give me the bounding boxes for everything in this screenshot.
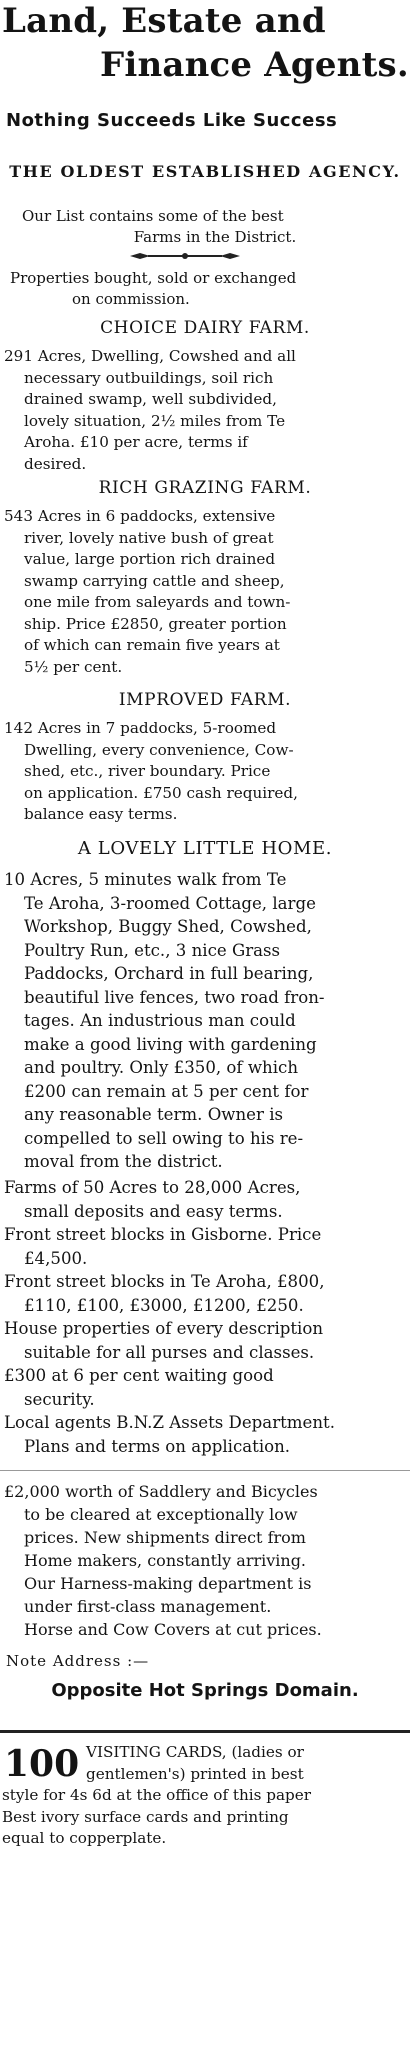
saddlery-line: under first-class management. bbox=[24, 1597, 272, 1616]
improved-line: balance easy terms. bbox=[24, 805, 178, 823]
cards-line: equal to copperplate. bbox=[2, 1829, 167, 1847]
grazing-farm-heading: RICH GRAZING FARM. bbox=[98, 478, 312, 498]
grazing-line: one mile from saleyards and town- bbox=[24, 593, 291, 611]
improved-farm-heading: IMPROVED FARM. bbox=[118, 690, 292, 710]
saddlery-line: Horse and Cow Covers at cut prices. bbox=[24, 1620, 322, 1639]
saddlery-line: to be cleared at exceptionally low bbox=[24, 1505, 298, 1524]
grazing-line: 543 Acres in 6 paddocks, extensive bbox=[4, 507, 276, 525]
section-divider bbox=[0, 1470, 410, 1471]
saddlery-line: prices. New shipments direct from bbox=[24, 1528, 306, 1547]
dairy-line: lovely situation, 2½ miles from Te bbox=[24, 411, 286, 430]
home-line: make a good living with gardening bbox=[24, 1034, 317, 1054]
misc-line: £110, £100, £3000, £1200, £250. bbox=[24, 1295, 304, 1315]
intro-line-2: Farms in the District. bbox=[133, 228, 297, 246]
improved-line: on application. £750 cash required, bbox=[24, 783, 298, 802]
home-line: Workshop, Buggy Shed, Cowshed, bbox=[24, 917, 312, 936]
intro-line-1: Our List contains some of the best bbox=[22, 207, 284, 225]
dairy-line: necessary outbuildings, soil rich bbox=[24, 368, 274, 387]
slogan: Nothing Succeeds Like Success bbox=[6, 110, 338, 131]
improved-farm-body bbox=[4, 718, 408, 826]
grazing-line: of which can remain five years at bbox=[24, 636, 280, 654]
home-line: moval from the district. bbox=[24, 1152, 223, 1171]
headline-line-1: Land, Estate and bbox=[2, 1, 326, 41]
headline-line-2: Finance Agents. bbox=[100, 45, 409, 85]
home-line: 10 Acres, 5 minutes walk from Te bbox=[4, 870, 287, 889]
misc-line: Farms of 50 Acres to 28,000 Acres, bbox=[4, 1178, 301, 1197]
home-line: beautiful live fences, two road fron- bbox=[24, 987, 325, 1007]
dairy-line: desired. bbox=[24, 454, 87, 473]
grazing-line: river, lovely native bush of great bbox=[24, 528, 274, 547]
dairy-line: Aroha. £10 per acre, terms if bbox=[24, 433, 248, 451]
dairy-line: 291 Acres, Dwelling, Cowshed and all bbox=[4, 347, 296, 365]
home-line: compelled to sell owing to his re- bbox=[24, 1128, 304, 1148]
agency-tagline: THE OLDEST ESTABLISHED AGENCY. bbox=[9, 162, 401, 181]
dairy-farm-body bbox=[4, 346, 408, 475]
misc-line: Plans and terms on application. bbox=[24, 1436, 291, 1456]
properties-line-2: on commission. bbox=[72, 290, 190, 308]
home-line: any reasonable term. Owner is bbox=[24, 1105, 284, 1124]
saddlery-line: £2,000 worth of Saddlery and Bicycles bbox=[4, 1482, 318, 1501]
address-line: Opposite Hot Springs Domain. bbox=[51, 1680, 359, 1701]
saddlery-notice bbox=[4, 1480, 408, 1641]
home-line: Te Aroha, 3-roomed Cottage, large bbox=[24, 893, 316, 913]
misc-line: £4,500. bbox=[24, 1248, 88, 1268]
cards-line: gentlemen's) printed in best bbox=[86, 1764, 304, 1783]
home-line: £200 can remain at 5 per cent for bbox=[24, 1081, 309, 1101]
visiting-cards-text bbox=[2, 1742, 408, 1850]
grazing-line: ship. Price £2850, greater portion bbox=[24, 614, 287, 633]
little-home-heading: A LOVELY LITTLE HOME. bbox=[77, 838, 333, 859]
misc-listings bbox=[4, 1176, 408, 1458]
misc-line: Front street blocks in Gisborne. Price bbox=[4, 1225, 322, 1244]
misc-line: small deposits and easy terms. bbox=[24, 1201, 283, 1221]
grazing-line: 5½ per cent. bbox=[24, 657, 123, 676]
improved-line: Dwelling, every convenience, Cow- bbox=[24, 740, 294, 759]
dairy-farm-heading: CHOICE DAIRY FARM. bbox=[100, 318, 310, 338]
cards-line: VISITING CARDS, (ladies or bbox=[86, 1743, 304, 1761]
grazing-line: value, large portion rich drained bbox=[24, 550, 276, 568]
misc-line: £300 at 6 per cent waiting good bbox=[4, 1366, 274, 1385]
misc-line: Local agents B.N.Z Assets Department. bbox=[4, 1413, 335, 1432]
little-home-body bbox=[4, 868, 408, 1174]
heavy-divider bbox=[0, 1730, 410, 1733]
misc-line: suitable for all purses and classes. bbox=[24, 1342, 315, 1362]
improved-line: shed, etc., river boundary. Price bbox=[24, 762, 271, 780]
improved-line: 142 Acres in 7 paddocks, 5-roomed bbox=[4, 719, 277, 737]
saddlery-line: Our Harness-making department is bbox=[24, 1574, 312, 1593]
cards-line: style for 4s 6d at the office of this paper bbox=[2, 1786, 312, 1804]
note-address-label: Note Address :— bbox=[6, 1652, 150, 1670]
grazing-line: swamp carrying cattle and sheep, bbox=[24, 571, 285, 590]
home-line: Paddocks, Orchard in full bearing, bbox=[24, 964, 314, 983]
saddlery-line: Home makers, constantly arriving. bbox=[24, 1551, 307, 1570]
properties-text bbox=[10, 268, 406, 310]
properties-line-1: Properties bought, sold or exchanged bbox=[10, 269, 297, 287]
misc-line: Front street blocks in Te Aroha, £800, bbox=[4, 1272, 325, 1291]
ornament-divider-icon bbox=[130, 252, 240, 260]
cards-quantity: 100 bbox=[4, 1743, 80, 1785]
misc-line: security. bbox=[24, 1389, 95, 1409]
cards-line: Best ivory surface cards and printing bbox=[2, 1807, 289, 1826]
home-line: tages. An industrious man could bbox=[24, 1011, 296, 1030]
home-line: and poultry. Only £350, of which bbox=[24, 1058, 299, 1077]
intro-text bbox=[22, 206, 408, 248]
misc-line: House properties of every description bbox=[4, 1319, 324, 1338]
home-line: Poultry Run, etc., 3 nice Grass bbox=[24, 940, 281, 960]
dairy-line: drained swamp, well subdivided, bbox=[24, 390, 277, 408]
grazing-farm-body bbox=[4, 506, 408, 678]
